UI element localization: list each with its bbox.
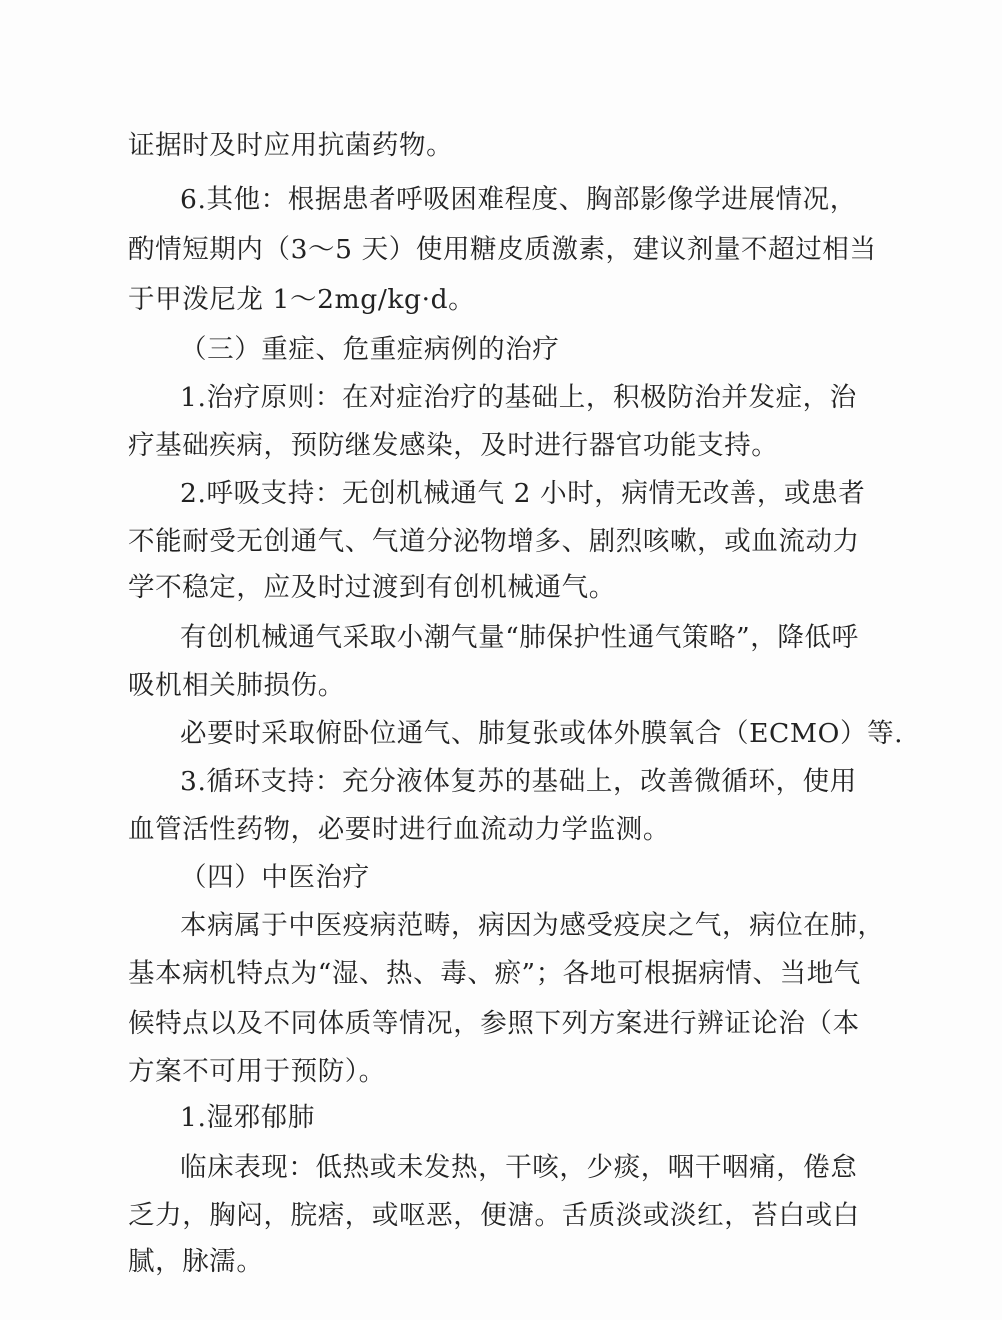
subheading-dampness-lung: 1.湿邪郁肺 xyxy=(180,1102,315,1133)
paragraph-ventilation-strategy: 有创机械通气采取小潮气量“肺保护性通气策略”，降低呼 xyxy=(180,622,859,653)
text-line: 血管活性药物，必要时进行血流动力学监测。 xyxy=(128,814,670,845)
text-line: 基本病机特点为“湿、热、毒、瘀”；各地可根据病情、当地气 xyxy=(128,958,861,989)
section-heading-tcm: （四）中医治疗 xyxy=(180,862,370,893)
text-line: 乏力，胸闷，脘痞，或呕恶，便溏。舌质淡或淡红，苔白或白 xyxy=(128,1200,860,1231)
section-heading-severe-cases: （三）重症、危重症病例的治疗 xyxy=(180,334,560,365)
text-line: 酌情短期内（3～5 天）使用糖皮质激素，建议剂量不超过相当 xyxy=(128,234,877,265)
text-line: 学不稳定，应及时过渡到有创机械通气。 xyxy=(128,572,616,603)
paragraph-clinical-manifestation: 临床表现：低热或未发热，干咳，少痰，咽干咽痛，倦怠 xyxy=(180,1152,858,1183)
paragraph-tcm-intro: 本病属于中医疫病范畴，病因为感受疫戾之气，病位在肺， xyxy=(180,910,885,941)
paragraph-item-1-principle: 1.治疗原则：在对症治疗的基础上，积极防治并发症，治 xyxy=(180,382,857,413)
paragraph-item-2-respiratory: 2.呼吸支持：无创机械通气 2 小时，病情无改善，或患者 xyxy=(180,478,866,509)
text-line: 候特点以及不同体质等情况，参照下列方案进行辨证论治（本 xyxy=(128,1008,860,1039)
paragraph-item-6-other: 6.其他：根据患者呼吸困难程度、胸部影像学进展情况， xyxy=(180,184,857,215)
paragraph-item-3-circulatory: 3.循环支持：充分液体复苏的基础上，改善微循环，使用 xyxy=(180,766,857,797)
text-line: 疗基础疾病，预防继发感染，及时进行器官功能支持。 xyxy=(128,430,779,461)
text-line: 证据时及时应用抗菌药物。 xyxy=(128,130,454,161)
paragraph-ecmo: 必要时采取俯卧位通气、肺复张或体外膜氧合（ECMO）等. xyxy=(180,718,904,749)
text-line: 不能耐受无创通气、气道分泌物增多、剧烈咳嗽，或血流动力 xyxy=(128,526,860,557)
text-line: 于甲泼尼龙 1～2mg/kg·d。 xyxy=(128,284,476,315)
text-line: 吸机相关肺损伤。 xyxy=(128,670,345,701)
text-line: 腻，脉濡。 xyxy=(128,1246,264,1277)
text-line: 方案不可用于预防）。 xyxy=(128,1056,386,1087)
